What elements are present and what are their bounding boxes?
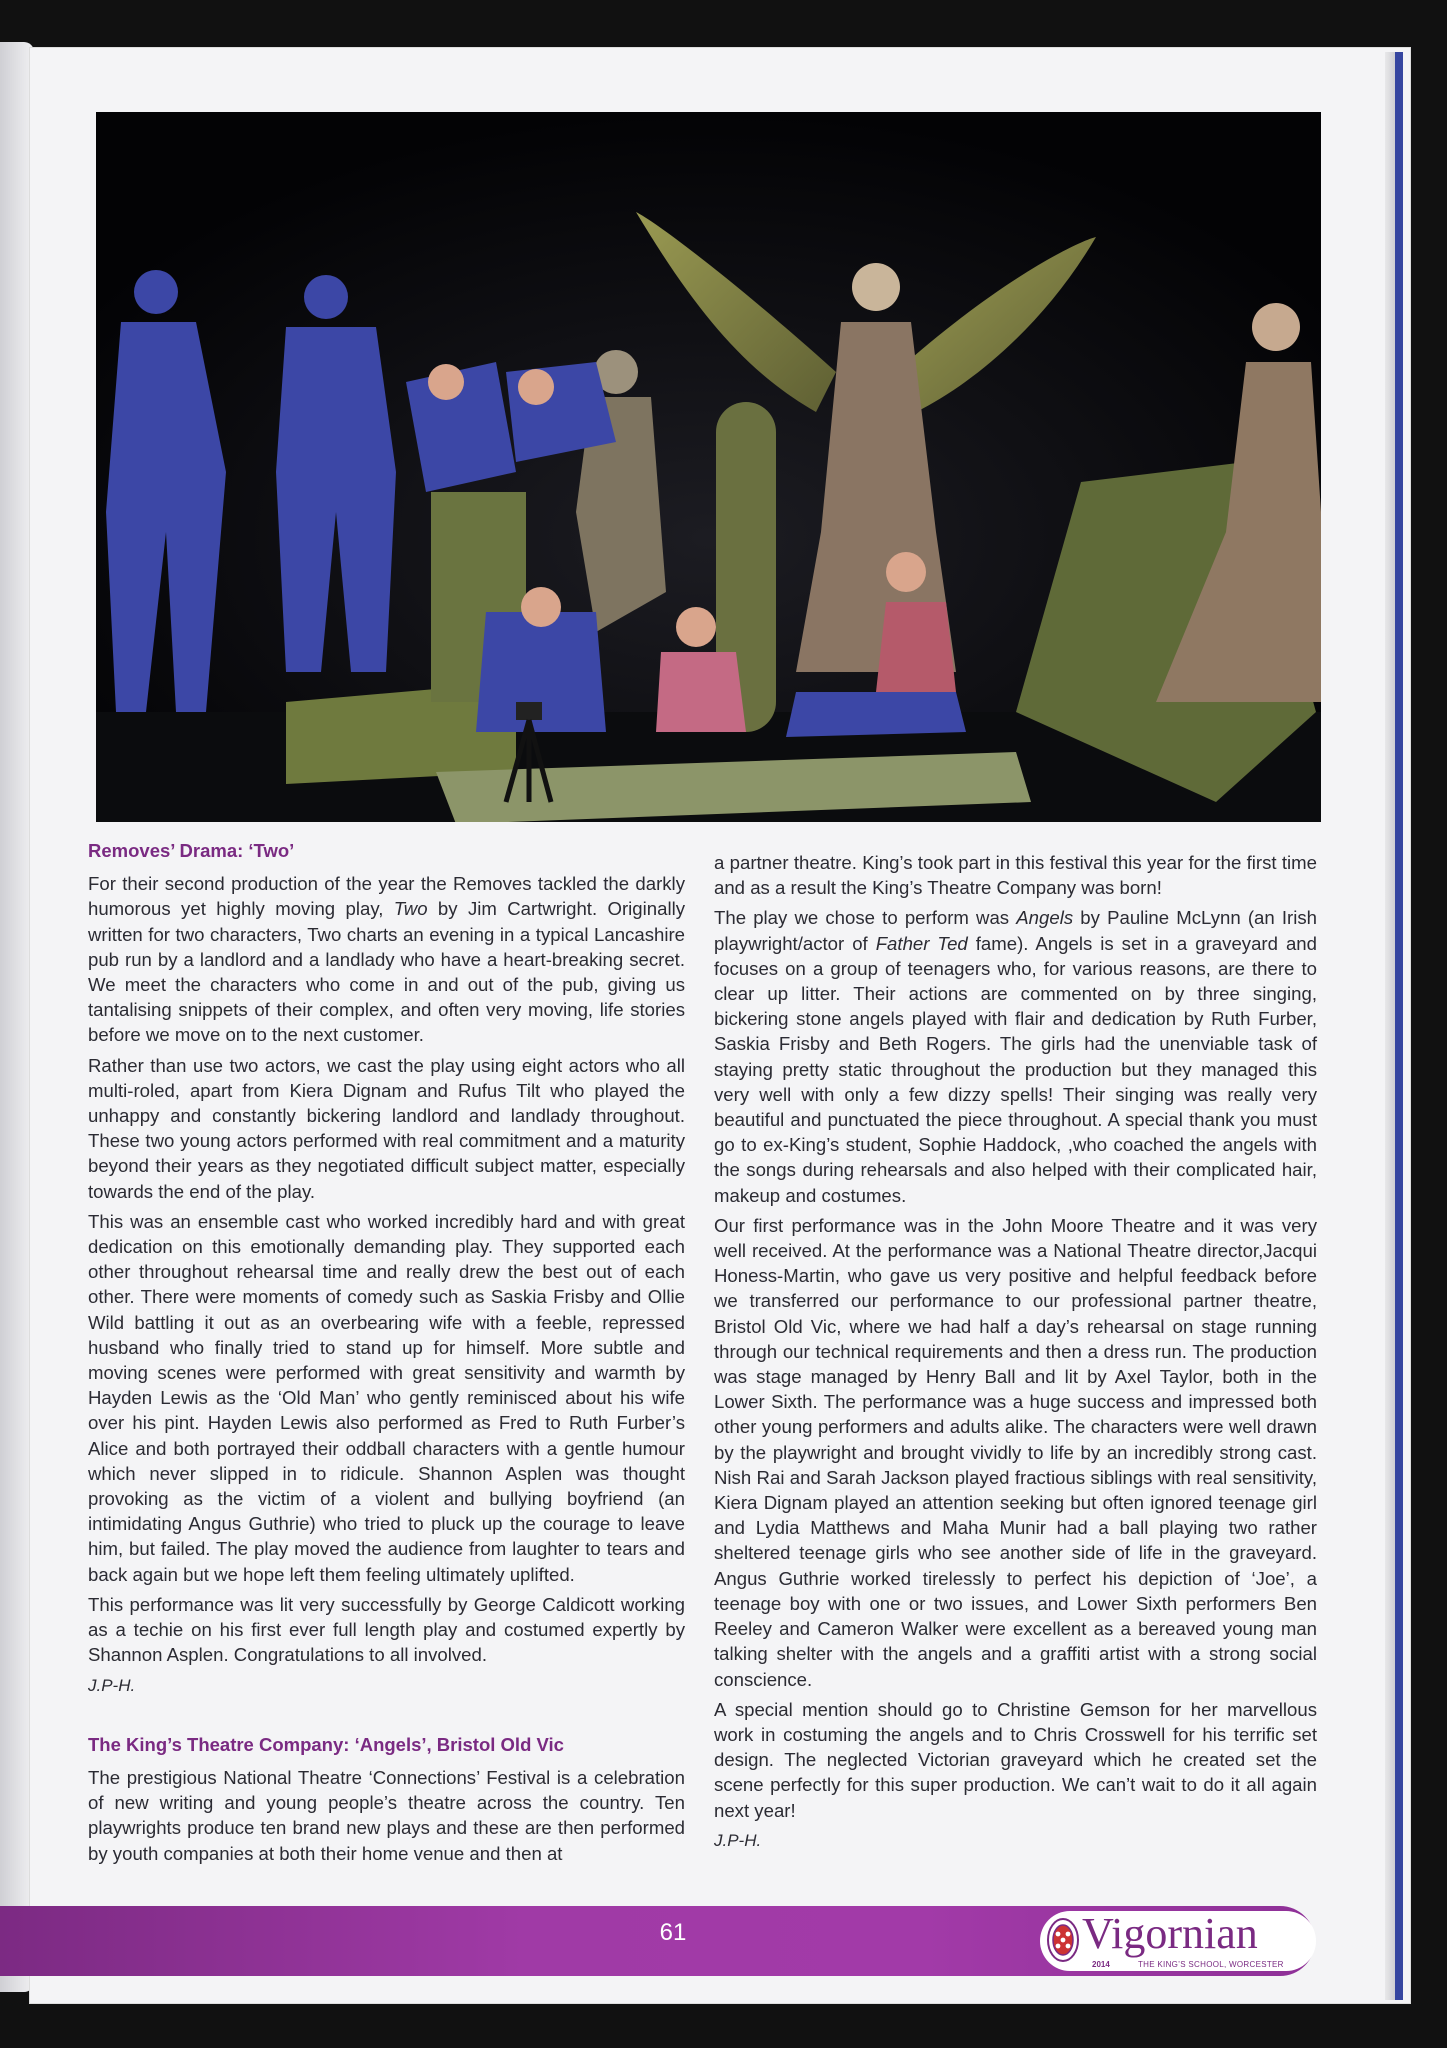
page-stack-edge — [1385, 52, 1395, 2000]
article2-paragraph-1-continued: a partner theatre. King’s took part in this festival this year for the first time and as a result the King’s Theatre Company was born! — [714, 852, 1317, 899]
article1-signature: J.P-H. — [88, 1675, 136, 1695]
article2-heading: The King’s Theatre Company: ‘Angels’, Bristol Old Vic — [88, 1733, 564, 1755]
article1-heading: Removes’ Drama: ‘Two’ — [88, 840, 295, 861]
brand-school: THE KING’S SCHOOL, WORCESTER — [1138, 1960, 1284, 1969]
article1-paragraph-4: This performance was lit very successfully by George Caldicott working as a techie on his first ever full length play and costumed expertly by Shannon Asplen. Congratulations to all involved. — [88, 1593, 685, 1666]
cover-edge — [1395, 52, 1403, 2000]
brand-year: 2014 — [1092, 1960, 1110, 1969]
play-title-two: Two — [393, 898, 428, 920]
play-title-angels: Angels — [1016, 907, 1074, 929]
article2-paragraph-1: The prestigious National Theatre ‘Connections’ Festival is a celebration of new writing and young people’s theatre across the country. Ten playwrights produce ten brand new plays and these are then performed by youth companies at both their home venue and then at — [88, 1766, 685, 1864]
show-title-father-ted: Father Ted — [875, 932, 968, 954]
article2-paragraph-4: A special mention should go to Christine Gemson for her marvellous work in costuming the angels and to Chris Crosswell for his terrific set design. The neglected Victorian graveyard which he created set the scene perfectly for this super production. We can’t wait to do it all again next year! — [714, 1698, 1317, 1821]
brand-name: Vigornian — [1082, 1909, 1258, 1958]
article2-paragraph-2 — [714, 905, 1317, 1207]
article2-p2-text-b: by Pauline McLynn (an Irish playwright/actor of — [714, 907, 1317, 954]
left-column — [88, 838, 685, 1871]
article1-p1-text-b: by Jim Cartwright. Originally written for two characters, Two charts an evening in a typical Lancashire pub run by a landlord and a landlady who have a heart-breaking secret. We meet the characters who come in and out of the pub, giving us tantalising snippets of their complex, and often very moving, life stories before we move on to the next customer. — [88, 898, 686, 1046]
article1-paragraph-3: This was an ensemble cast who worked incredibly hard and with great dedication on this emotionally demanding play. They supported each other throughout rehearsal time and really drew the best out of each other. There were moments of comedy such as Saskia Frisby and Ollie Wild battling it out as an overbearing wife with a feeble, repressed husband who finally tried to stand up for himself. More subtle and moving scenes were performed with great sensitivity and warmth by Hayden Lewis as the ‘Old Man’ who gently reminisced about his wife over his pint. Hayden Lewis also performed as Fred to Ruth Furber’s Alice and both portrayed their oddball characters with a gentle humour which never slipped in to ridicule. Shannon Asplen was thought provoking as the victim of a violent and bullying boyfriend (an intimidating Angus Guthrie) who tried to pluck up the courage to leave him, but failed. The play moved the audience from laughter to tears and back again but we hope left them feeling ultimately uplifted. — [88, 1210, 685, 1585]
article1-paragraph-1 — [88, 871, 685, 1047]
page-number: 61 — [659, 1919, 687, 1946]
right-column — [714, 850, 1317, 1853]
article1-p1-text-a: For their second production of the year the Removes tackled the darkly humorous yet highly moving play, — [88, 873, 685, 920]
article1-paragraph-2: Rather than use two actors, we cast the play using eight actors who all multi-roled, apart from Kiera Dignam and Rufus Tilt who played the unhappy and constantly bickering landlord and landlady throughout. These two young actors performed with real commitment and a maturity beyond their years as they negotiated difficult subject matter, especially towards the end of the play. — [88, 1054, 685, 1202]
school-crest-icon — [1046, 1916, 1080, 1964]
article2-p2-text-a: The play we chose to perform was — [714, 907, 1017, 929]
article2-paragraph-3: Our first performance was in the John Moore Theatre and it was very well received. At the performance was a National Theatre director,Jacqui Honess-Martin, who gave us very positive and helpful feedback before we transferred our performance to our professional partner theatre, Bristol Old Vic, where we had half a day’s rehearsal on stage running through our technical requirements and then a dress run. The production was stage managed by Henry Ball and lit by Axel Taylor, both in the Lower Sixth. The performance was a huge success and impressed both other young performers and adults alike. The characters were well drawn by the playwright and brought vividly to life by an incredibly strong cast. Nish Rai and Sarah Jackson played fractious siblings with real sensitivity, Kiera Dignam played an attention seeking but often ignored teenage girl and Lydia Matthews and Maha Munir had a ball playing two rather sheltered teenage girls who see another side of life in the graveyard. Angus Guthrie worked tirelessly to perfect his depiction of ‘Joe’, a teenage boy with one or two issues, and Lower Sixth performers Ben Reeley and Cameron Walker were excellent as a bereaved young man talking shelter with the angels and a graffiti artist with a strong social conscience. — [714, 1214, 1317, 1690]
article2-signature: J.P-H. — [714, 1830, 762, 1850]
stage-photo — [96, 112, 1321, 822]
facing-page-edge — [0, 42, 34, 1992]
article2-p2-text-c: fame). Angels is set in a graveyard and focuses on a group of teenagers who, for various reasons, are there to clear up litter. Their actions are commented on by three singing, bickering stone angels played with flair and dedication by Ruth Furber, Saskia Frisby and Beth Rogers. The girls had the unenviable task of staying pretty static throughout the production but they managed this very well with only a few dizzy spells! Their singing was really very beautiful and punctuated the piece throughout. A special thank you must go to ex-King’s student, Sophie Haddock, ,who coached the angels with the songs during rehearsals and also helped with their complicated hair, makeup and costumes. — [714, 932, 1317, 1206]
